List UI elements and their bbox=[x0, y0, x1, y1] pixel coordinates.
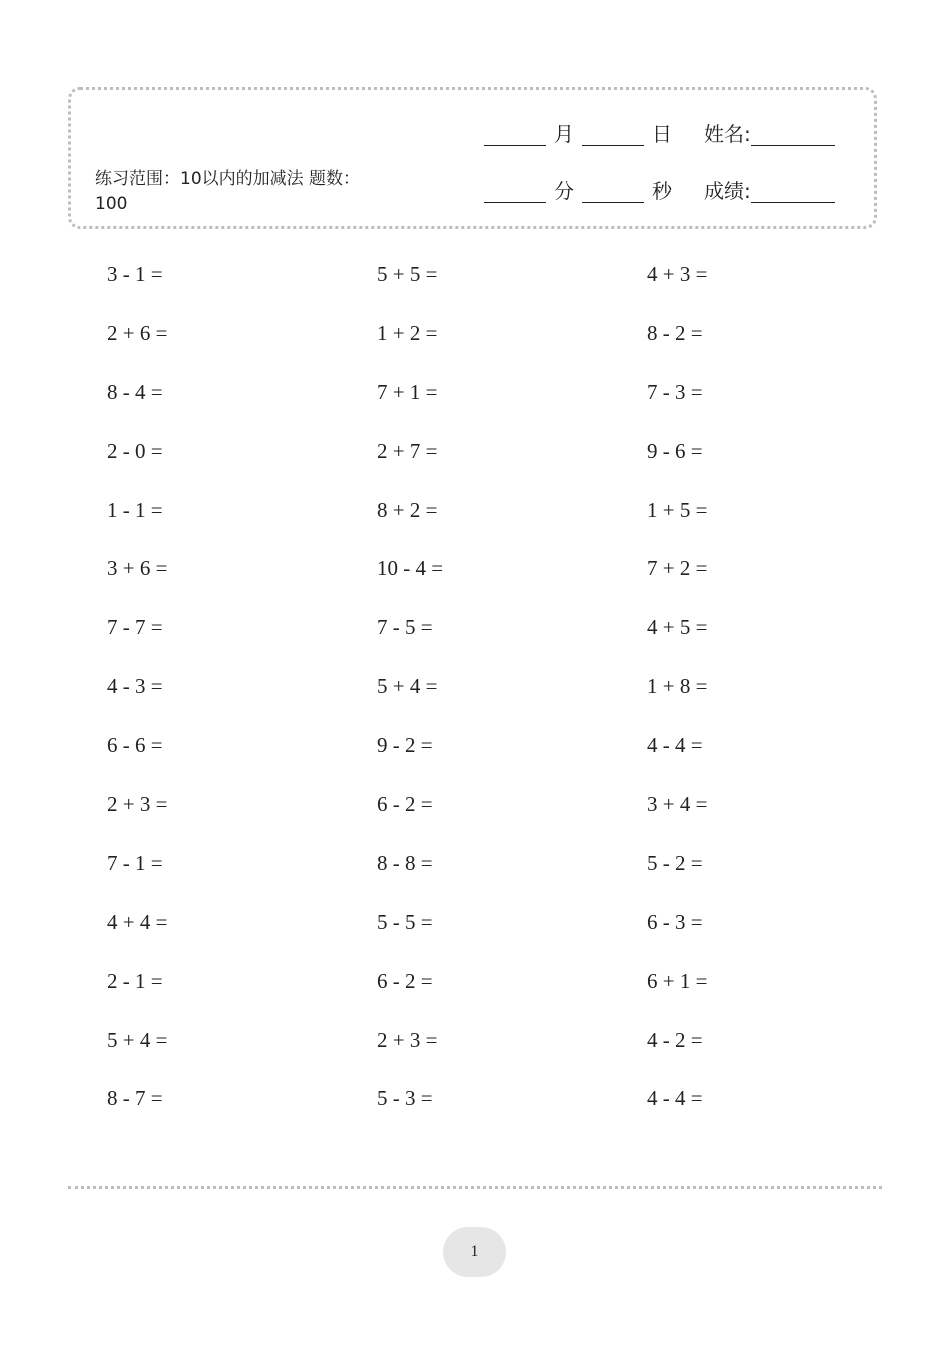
score-blank[interactable] bbox=[751, 176, 835, 203]
worksheet-info bbox=[95, 167, 385, 217]
problem-item: 2 - 1 = bbox=[107, 968, 163, 993]
problem-item: 2 + 3 = bbox=[107, 791, 168, 816]
practice-range-label: 练习范围：10以内的加减法 bbox=[95, 169, 304, 189]
problem-item: 3 + 4 = bbox=[647, 791, 708, 816]
problem-item: 1 + 2 = bbox=[377, 320, 438, 345]
minute-blank[interactable] bbox=[484, 176, 546, 203]
name-blank[interactable] bbox=[751, 119, 835, 146]
month-blank[interactable] bbox=[484, 119, 546, 146]
day-blank[interactable] bbox=[582, 119, 644, 146]
problem-item: 1 + 5 = bbox=[647, 497, 708, 522]
problem-item: 4 - 2 = bbox=[647, 1027, 703, 1052]
second-blank[interactable] bbox=[582, 176, 644, 203]
problem-item: 3 - 1 = bbox=[107, 261, 163, 286]
problem-item: 5 + 5 = bbox=[377, 261, 438, 286]
score-label: 成绩: bbox=[704, 179, 751, 203]
problem-item: 5 - 2 = bbox=[647, 850, 703, 875]
problem-item: 8 - 2 = bbox=[647, 320, 703, 345]
month-label: 月 bbox=[554, 122, 574, 146]
problem-item: 7 - 5 = bbox=[377, 615, 433, 640]
problem-item: 7 - 7 = bbox=[107, 615, 163, 640]
problem-item: 6 - 6 = bbox=[107, 733, 163, 758]
problem-item: 6 + 1 = bbox=[647, 968, 708, 993]
problem-item: 4 - 3 = bbox=[107, 674, 163, 699]
time-score-row bbox=[484, 175, 835, 204]
problem-item: 7 - 3 = bbox=[647, 379, 703, 404]
problem-item: 8 - 7 = bbox=[107, 1086, 163, 1111]
problem-item: 5 + 4 = bbox=[107, 1027, 168, 1052]
problem-item: 4 - 4 = bbox=[647, 733, 703, 758]
footer-divider bbox=[68, 1186, 882, 1189]
problem-item: 5 + 4 = bbox=[377, 674, 438, 699]
problem-grid bbox=[107, 245, 907, 1128]
problem-item: 4 - 4 = bbox=[647, 1086, 703, 1111]
problem-item: 6 - 3 = bbox=[647, 909, 703, 934]
second-label: 秒 bbox=[652, 179, 672, 203]
problem-item: 6 - 2 = bbox=[377, 968, 433, 993]
problem-item: 4 + 4 = bbox=[107, 909, 168, 934]
problem-item: 7 + 1 = bbox=[377, 379, 438, 404]
problem-item: 4 + 5 = bbox=[647, 615, 708, 640]
page-number: 1 bbox=[470, 1243, 479, 1260]
problem-item: 8 - 4 = bbox=[107, 379, 163, 404]
problem-item: 2 + 6 = bbox=[107, 320, 168, 345]
page-number-badge bbox=[443, 1227, 506, 1277]
problem-item: 7 - 1 = bbox=[107, 850, 163, 875]
problem-item: 1 - 1 = bbox=[107, 497, 163, 522]
name-label: 姓名: bbox=[704, 122, 751, 146]
problem-item: 6 - 2 = bbox=[377, 791, 433, 816]
problem-item: 10 - 4 = bbox=[377, 556, 444, 581]
date-name-row bbox=[484, 118, 835, 147]
problem-item: 2 - 0 = bbox=[107, 438, 163, 463]
minute-label: 分 bbox=[554, 179, 574, 203]
problem-item: 8 + 2 = bbox=[377, 497, 438, 522]
day-label: 日 bbox=[652, 122, 672, 146]
problem-item: 3 + 6 = bbox=[107, 556, 168, 581]
question-count-label: 题数：100 bbox=[95, 169, 361, 214]
problem-item: 5 - 3 = bbox=[377, 1086, 433, 1111]
problem-item: 2 + 7 = bbox=[377, 438, 438, 463]
problem-item: 2 + 3 = bbox=[377, 1027, 438, 1052]
problem-item: 9 - 6 = bbox=[647, 438, 703, 463]
problem-item: 8 - 8 = bbox=[377, 850, 433, 875]
problem-item: 4 + 3 = bbox=[647, 261, 708, 286]
problem-item: 7 + 2 = bbox=[647, 556, 708, 581]
problem-item: 1 + 8 = bbox=[647, 674, 708, 699]
problem-item: 5 - 5 = bbox=[377, 909, 433, 934]
problem-item: 9 - 2 = bbox=[377, 733, 433, 758]
